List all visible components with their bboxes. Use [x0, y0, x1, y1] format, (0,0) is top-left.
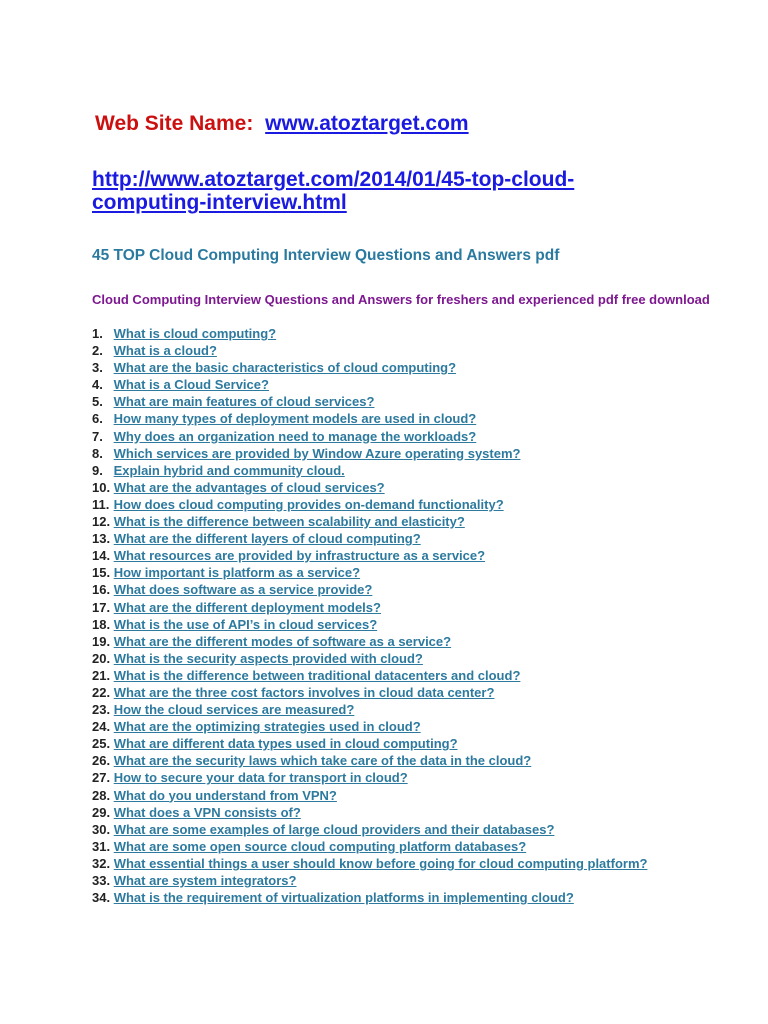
list-item: [92, 564, 652, 581]
question-link[interactable]: What are system integrators?: [113, 873, 297, 888]
question-number: 9.: [92, 462, 103, 478]
list-item: [92, 445, 652, 462]
question-link[interactable]: What resources are provided by infrastructure as a service?: [113, 548, 486, 564]
question-link[interactable]: What does software as a service provide?: [113, 582, 373, 598]
question-link[interactable]: What is a cloud?: [113, 343, 217, 359]
question-link[interactable]: How to secure your data for transport in cloud?: [113, 770, 408, 786]
question-number: 8.: [92, 445, 103, 461]
list-item: [92, 838, 652, 855]
list-item: [92, 633, 652, 650]
question-link[interactable]: How does cloud computing provides on-demand functionality?: [113, 496, 504, 512]
question-number: 12.: [92, 514, 111, 530]
question-number: 10.: [92, 479, 111, 495]
question-link[interactable]: What are the optimizing strategies used in cloud?: [113, 719, 421, 735]
question-number: 24.: [92, 719, 111, 735]
question-link[interactable]: What does a VPN consists of?: [113, 804, 301, 820]
question-link[interactable]: What are the security laws which take care of the data in the cloud?: [113, 753, 532, 769]
question-number: 15.: [92, 565, 111, 581]
question-link[interactable]: Why does an organization need to manage the workloads?: [113, 428, 477, 444]
list-item: [92, 667, 652, 684]
list-item: [92, 410, 652, 427]
list-item: [92, 718, 652, 735]
question-link[interactable]: What is the difference between traditional datacenters and cloud?: [113, 667, 521, 683]
question-link[interactable]: What is cloud computing?: [113, 326, 277, 341]
question-number: 28.: [92, 787, 111, 803]
question-number: 33.: [92, 873, 111, 888]
question-number: 31.: [92, 838, 111, 854]
list-item: [92, 530, 652, 547]
question-list: [92, 325, 652, 906]
website-name-line: [95, 112, 469, 136]
list-item: [92, 376, 652, 393]
question-link[interactable]: What are the different modes of software as a service?: [113, 633, 452, 649]
list-item: [92, 513, 652, 530]
question-number: 19.: [92, 633, 111, 649]
question-number: 34.: [92, 890, 111, 906]
list-item: [92, 428, 652, 445]
list-item: [92, 650, 652, 667]
list-item: [92, 787, 652, 804]
question-link[interactable]: What is the difference between scalability and elasticity?: [113, 514, 465, 530]
question-number: 29.: [92, 804, 111, 820]
question-link[interactable]: What is a Cloud Service?: [113, 377, 269, 393]
list-item: [92, 701, 652, 718]
list-item: [92, 581, 652, 598]
question-number: 13.: [92, 531, 111, 547]
question-link[interactable]: How the cloud services are measured?: [113, 702, 355, 718]
list-item: [92, 479, 652, 496]
question-link[interactable]: What are the three cost factors involves in cloud data center?: [113, 684, 495, 700]
question-link[interactable]: What are the basic characteristics of cloud computing?: [113, 360, 457, 376]
list-item: [92, 735, 652, 752]
question-link[interactable]: What are the different deployment models?: [113, 599, 381, 615]
question-number: 7.: [92, 428, 103, 444]
question-number: 27.: [92, 770, 111, 786]
question-link[interactable]: What do you understand from VPN?: [113, 787, 337, 803]
question-number: 30.: [92, 821, 111, 837]
question-link[interactable]: How many types of deployment models are used in cloud?: [113, 411, 477, 427]
article-url-link[interactable]: http://www.atoztarget.com/2014/01/45-top-cloud-computing-interview.html: [92, 168, 575, 214]
question-link[interactable]: What is the use of API’s in cloud services?: [113, 616, 378, 632]
question-link[interactable]: How important is platform as a service?: [113, 565, 361, 581]
list-item: [92, 462, 652, 479]
question-number: 32.: [92, 855, 111, 871]
page-title: 45 TOP Cloud Computing Interview Questions and Answers pdf: [92, 247, 560, 264]
question-number: 2.: [92, 343, 103, 359]
question-number: 23.: [92, 702, 111, 718]
question-link[interactable]: Explain hybrid and community cloud.: [113, 462, 345, 478]
question-number: 21.: [92, 667, 111, 683]
question-number: 6.: [92, 411, 103, 427]
question-number: 18.: [92, 616, 111, 632]
list-item: [92, 769, 652, 786]
question-link[interactable]: What essential things a user should know before going for cloud computing platform?: [113, 855, 648, 871]
question-number: 4.: [92, 377, 103, 393]
question-number: 16.: [92, 582, 111, 598]
website-link[interactable]: www.atoztarget.com: [265, 112, 469, 135]
question-link[interactable]: Which services are provided by Window Azure operating system?: [113, 445, 521, 461]
list-item: [92, 359, 652, 376]
list-item: [92, 599, 652, 616]
list-item: [92, 496, 652, 513]
list-item: [92, 872, 652, 889]
question-link[interactable]: What are the different layers of cloud computing?: [113, 531, 421, 547]
question-link[interactable]: What are main features of cloud services?: [113, 394, 375, 410]
question-number: 20.: [92, 650, 111, 666]
question-number: 3.: [92, 360, 103, 376]
list-item: [92, 889, 652, 906]
question-number: 26.: [92, 753, 111, 769]
website-name-label: Web Site Name:: [95, 112, 254, 135]
list-item: [92, 325, 652, 342]
question-number: 14.: [92, 548, 111, 564]
question-link[interactable]: What are some open source cloud computing platform databases?: [113, 838, 527, 854]
list-item: [92, 821, 652, 838]
list-item: [92, 547, 652, 564]
question-link[interactable]: What are some examples of large cloud providers and their databases?: [113, 821, 555, 837]
page-subtitle: Cloud Computing Interview Questions and Answers for freshers and experienced pdf free download: [92, 292, 710, 307]
question-number: 5.: [92, 394, 103, 410]
question-link[interactable]: What is the requirement of virtualization platforms in implementing cloud?: [113, 890, 574, 906]
list-item: [92, 342, 652, 359]
list-item: [92, 616, 652, 633]
list-item: [92, 855, 652, 872]
question-link[interactable]: What are different data types used in cloud computing?: [113, 736, 458, 752]
list-item: [92, 684, 652, 701]
question-number: 17.: [92, 599, 111, 615]
question-number: 1.: [92, 326, 103, 341]
list-item: [92, 393, 652, 410]
question-number: 25.: [92, 736, 111, 752]
list-item: [92, 804, 652, 821]
question-link[interactable]: What is the security aspects provided with cloud?: [113, 650, 423, 666]
question-link[interactable]: What are the advantages of cloud services?: [113, 479, 385, 495]
list-item: [92, 752, 652, 769]
question-number: 11.: [92, 496, 110, 512]
question-number: 22.: [92, 684, 111, 700]
